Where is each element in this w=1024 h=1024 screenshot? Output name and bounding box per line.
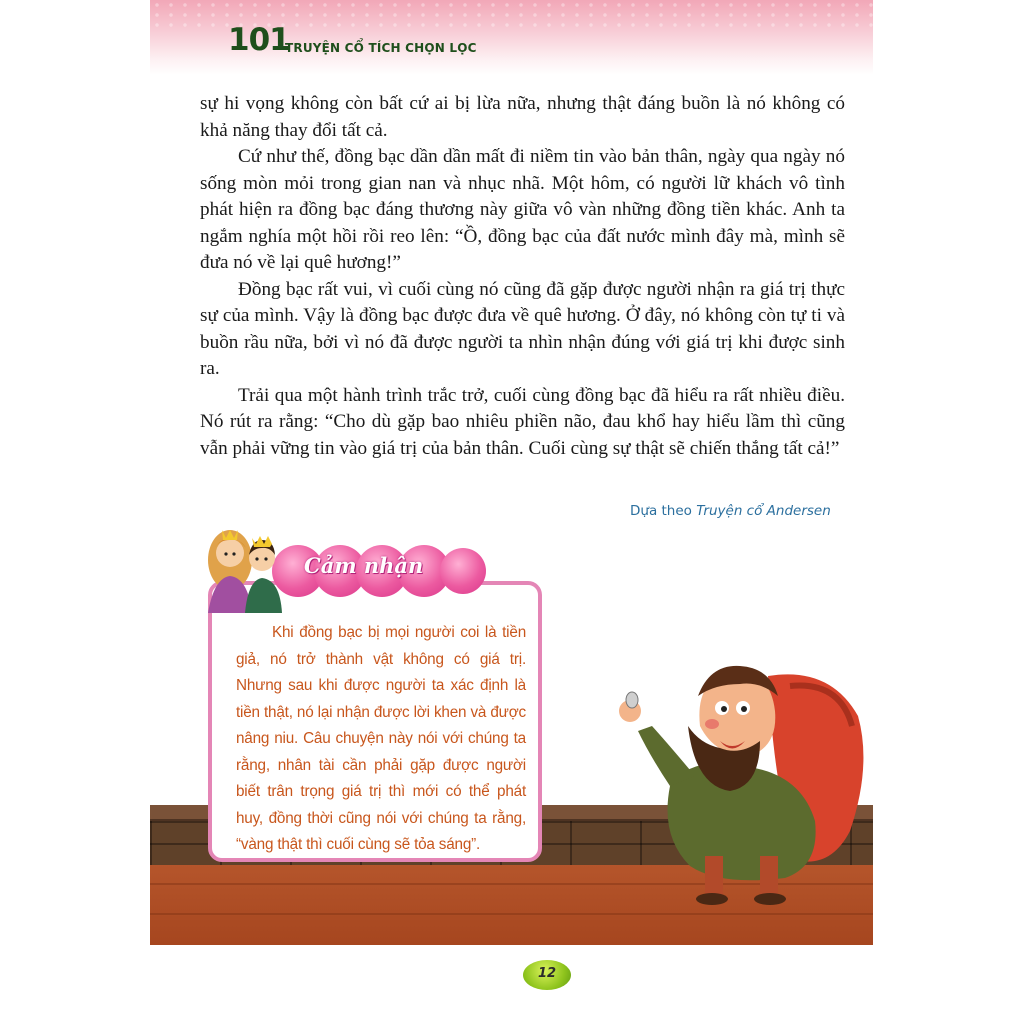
source-attribution [630,503,831,519]
story-paragraph: Cứ như thế, đồng bạc dần dần mất đi niềm tin vào bản thân, ngày qua ngày nó sống mòn mỏi trong gian nan và nhục nhã. Một hôm, có người lữ khách vô tình phát hiện ra đồng bạc đáng thương này giữa vô vàn những đồng tiền khác. Anh ta ngắm nghía một hồi rồi reo lên: “Ồ, đồng bạc của đất nước mình đây mà, mình sẽ đưa nó về lại quê hương!” [200,146,845,273]
bearded-traveler-illustration [600,656,872,906]
prince-princess-illustration [200,518,292,613]
story-text [200,91,845,462]
title-bubble [440,548,486,594]
page-number: 12 [537,966,557,981]
source-work: Truyện cổ Andersen [696,503,831,519]
story-paragraph: Đồng bạc rất vui, vì cuối cùng nó cũng đã gặp được người nhận ra giá trị thực sự của mình. Vậy là đồng bạc được đưa về quê hương. Ở đây, nó không còn tự ti và buồn rầu nữa, bởi vì nó đã được người ta nhìn nhận đúng với giá trị khi được sinh ra. [200,278,845,379]
book-number: 101 [228,22,290,58]
reflection-box [208,581,542,862]
source-prefix: Dựa theo [630,503,697,519]
story-paragraph: sự hi vọng không còn bất cứ ai bị lừa nữa, nhưng thật đáng buồn là nó không có khả năng thay đổi tất cả. [200,93,845,141]
reflection-title: Cảm nhận [304,553,424,578]
book-page [150,0,873,945]
reflection-text: Khi đồng bạc bị mọi người coi là tiền giả, nó trở thành vật không có giá trị. Nhưng sau khi được người ta xác định là tiền thật, nó lại nhận được lời khen và được nâng niu. Câu chuyện này nói với chúng ta rằng, nhân tài cần phải gặp được người biết trân trọng giá trị thì mới có thể phát huy, đồng thời cũng nói với chúng ta rằng, “vàng thật thì cuối cùng sẽ tỏa sáng”. [236,624,526,853]
book-title: TRUYỆN CỔ TÍCH CHỌN LỌC [285,41,477,55]
story-paragraph: Trải qua một hành trình trắc trở, cuối cùng đồng bạc đã hiểu ra rất nhiều điều. Nó rút ra rằng: “Cho dù gặp bao nhiêu phiền não, đau khổ hay hiểu lầm thì cũng vẫn phải vững tin vào giá trị của bản thân. Cuối cùng sự thật sẽ chiến thắng tất cả!” [200,384,845,459]
